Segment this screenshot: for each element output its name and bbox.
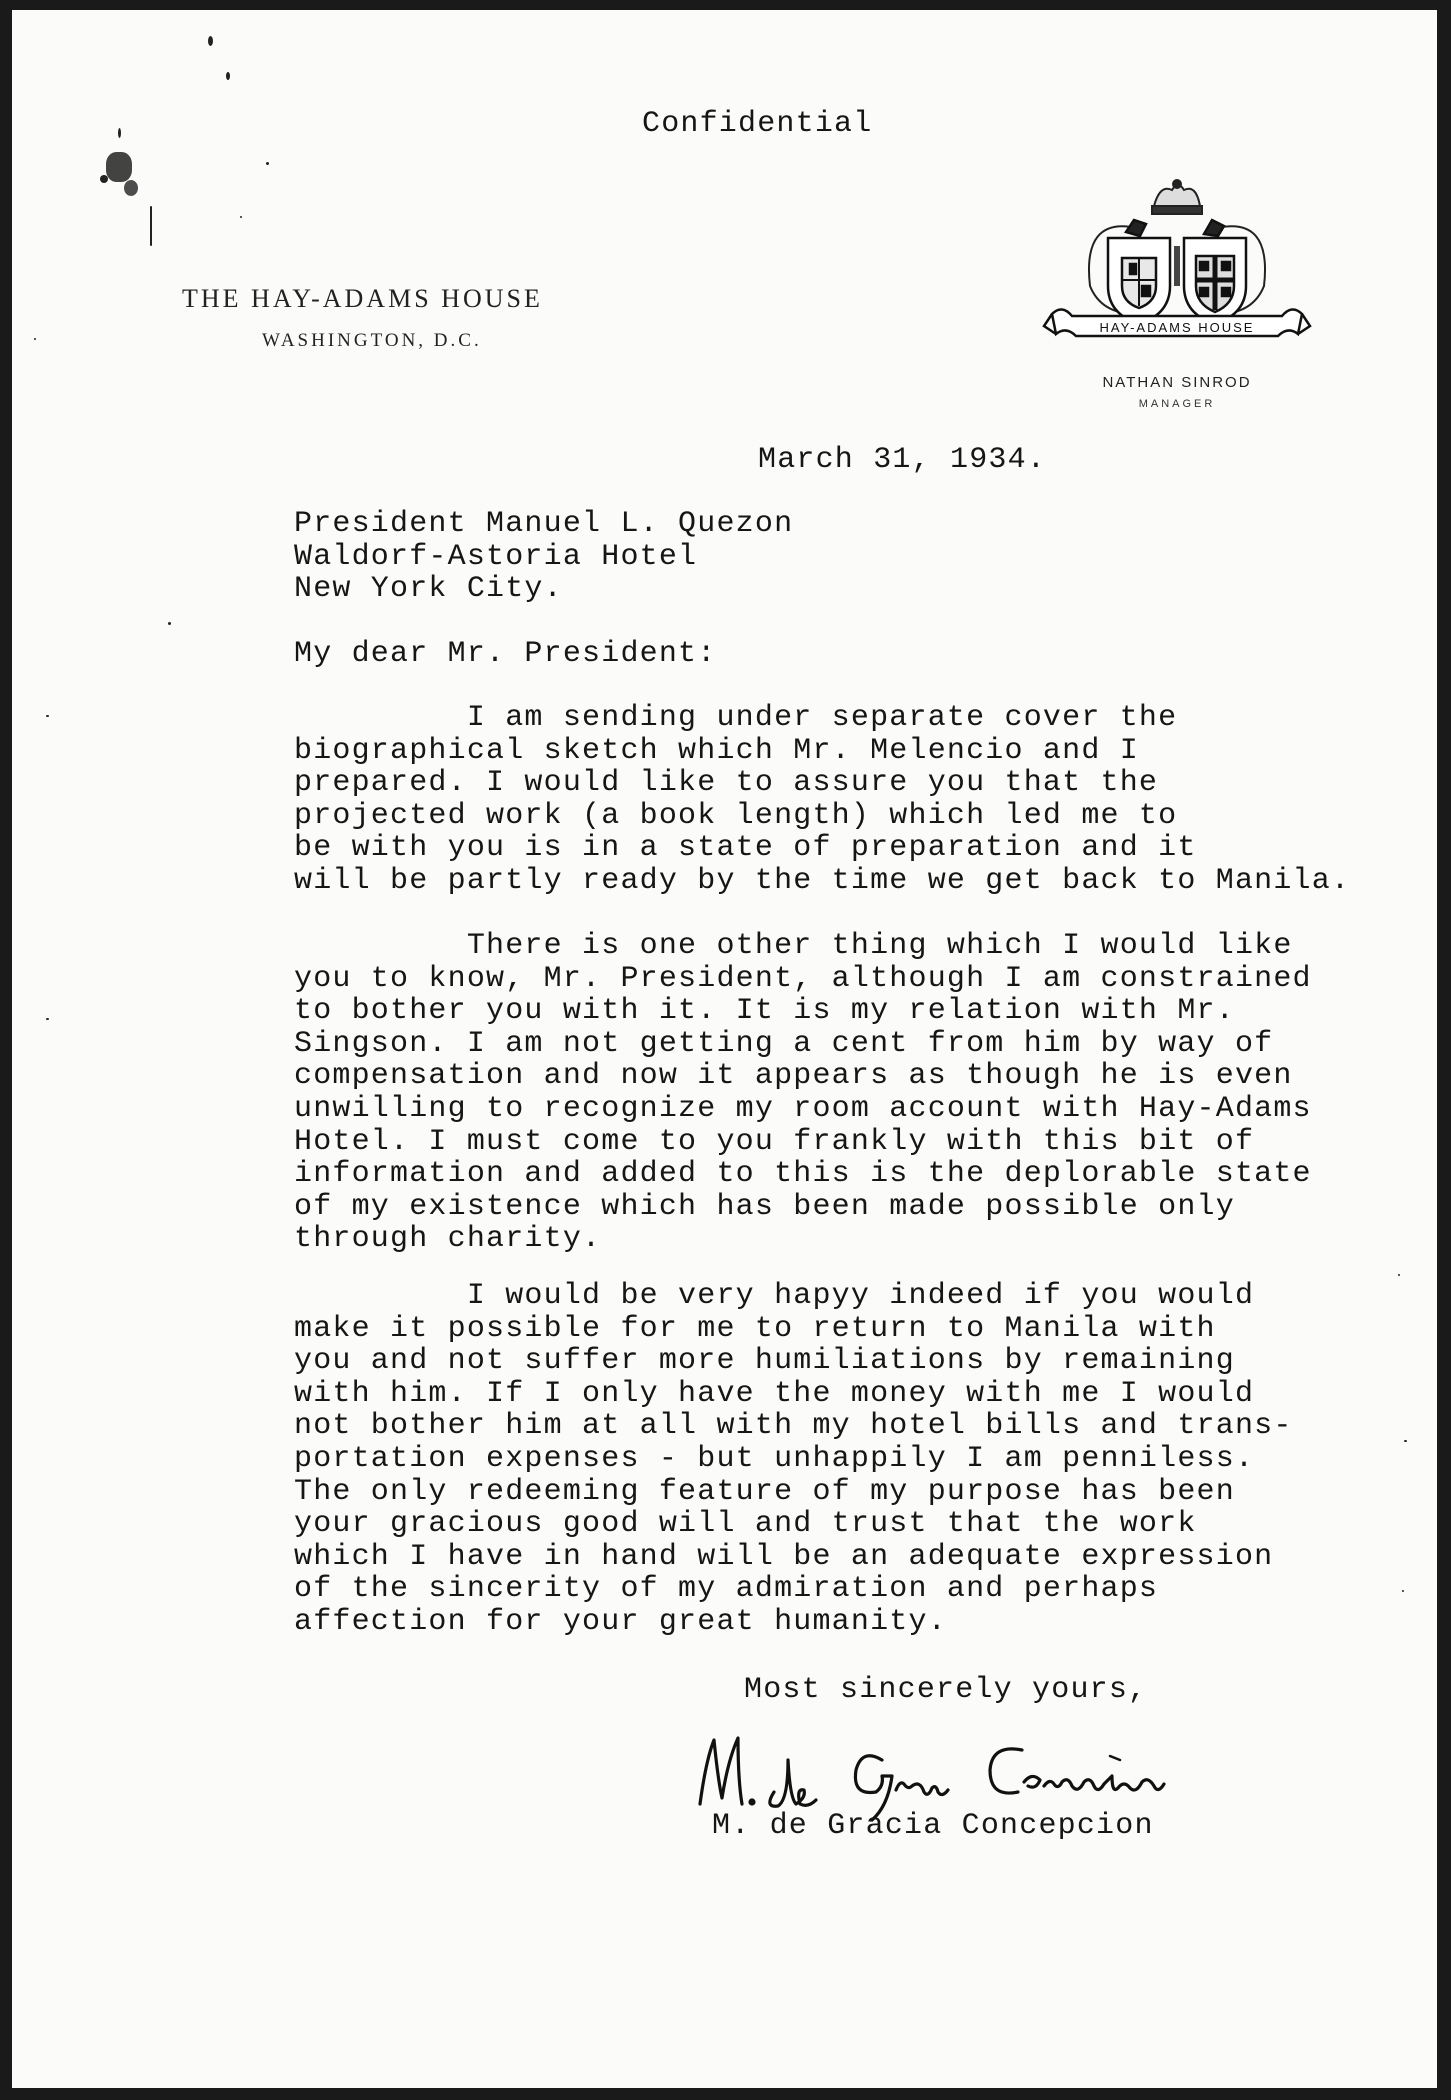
- recipient-line: Waldorf-Astoria Hotel: [294, 539, 698, 574]
- recipient-line: President Manuel L. Quezon: [294, 507, 794, 541]
- letter-page: [12, 10, 1437, 2088]
- body-paragraph-2: There is one other thing which I would like you to know, Mr. President, although I am constrained to bother you with it. It is my relation with Mr. Singson. I am not getting a cent from him by way of compensation and now it appears as though he is even unwilling to recognize my room account with Hay-Adams Hotel. I must come to you frankly with this bit of information and added to this is the deplorable state of my existence which has been made possible only through charity.: [294, 929, 1312, 1257]
- manager-title: MANAGER: [1138, 398, 1216, 410]
- closing: Most sincerely yours,: [744, 1673, 1148, 1707]
- hotel-location: WASHINGTON, D.C.: [262, 330, 482, 351]
- recipient-line: New York City.: [294, 572, 563, 607]
- manager-name: NATHAN SINROD: [1102, 374, 1252, 391]
- crest-banner-text: HAY-ADAMS HOUSE: [1099, 320, 1255, 335]
- typed-signature: M. de Gracia Concepcion: [712, 1809, 1154, 1843]
- recipient-address: [294, 508, 793, 606]
- salutation: My dear Mr. President:: [294, 637, 717, 671]
- hotel-name: THE HAY-ADAMS HOUSE: [182, 284, 543, 313]
- body-paragraph-1: I am sending under separate cover the biographical sketch which Mr. Melencio and I prepared. I would like to assure you that the projected work (a book length) which led me to be with you is in a state of preparation and it will be partly ready by the time we get back to Manila.: [294, 701, 1351, 898]
- hotel-crest-logo: [1042, 176, 1312, 351]
- confidential-marking: Confidential: [642, 107, 873, 141]
- letter-date: March 31, 1934.: [758, 443, 1047, 477]
- body-paragraph-3: I would be very hapyy indeed if you would make it possible for me to return to Manila with you and not suffer more humiliations by remaining with him. If I only have the money with me I would not bother him at all with my hotel bills and trans- portation expenses - but unhappily I am penniless. The only redeeming feature of my purpose has been your gracious good will and trust that the work which I have in hand will be an adequate expression of the sincerity of my admiration and perhaps affection for your great humanity.: [294, 1279, 1293, 1639]
